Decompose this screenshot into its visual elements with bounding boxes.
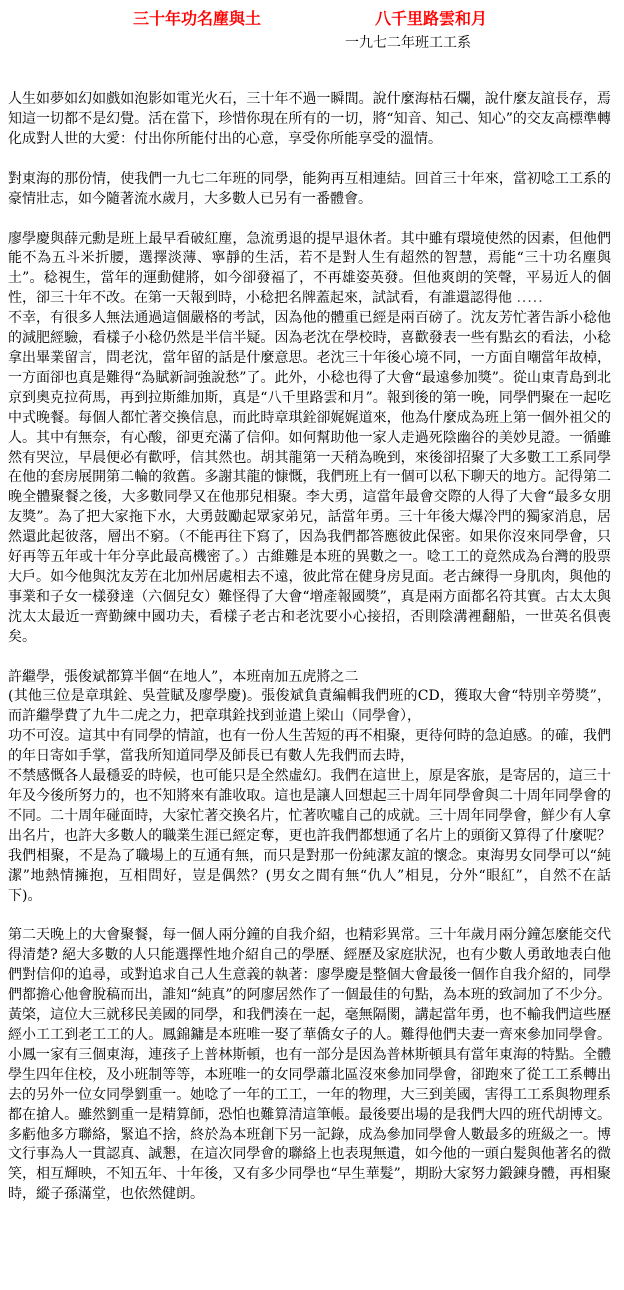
byline-row [8, 32, 611, 56]
byline: 一九七二年班工工系 [345, 35, 471, 51]
header-spacer [8, 56, 611, 90]
paragraph-early-retirees-text: 廖學慶與薛元勳是班上最早看破紅塵，急流勇退的提早退休者。其中雖有環境使然的因素，但他們能不為五斗米折腰，選擇淡薄、寧靜的生活，若不是對人生有超然的智慧，焉能“三十功名塵與土”。稔視生，當年的運動健將，如今卻發福了，不再雄姿英發。但他爽朗的笑聲，平易近人的個性，卻三十年不改。在第一天報到時，小稔把名牌蓋起來，試試看，有誰還認得他 [8, 230, 611, 307]
article [8, 6, 611, 1205]
title-row [8, 6, 611, 32]
ellipsis: ..... [516, 290, 544, 307]
paragraph-locals-line1: 許繼學，張俊斌都算半個“在地人”，本班南加五虎將之二 [8, 668, 359, 685]
paragraph-locals-line2: (其他三位是章琪銓、吳萱賦及廖學慶)。張俊斌負責編輯我們班的CD，獲取大會“特別辛勞獎”，而許繼學費了九牛二虎之力，把章琪銓找到並遣上梁山（同學會）， [8, 688, 611, 725]
paragraph-locals-line4: 不禁感慨各人最穩妥的時候，也可能只是全然虛幻。我們在這世上，原是客旅，是寄居的，這三十年及今後所努力的，也不知將來有誰收取。這也是讓人回想起三十周年同學會與二十周年同學會的不同。二十周年碰面時，大家忙著交換名片，忙著吹噓自己的成就。三十周年同學會，鮮少有人拿出名片，也許大多數人的職業生涯已經定奪，更也許我們都想通了名片上的頭銜又算得了什麼呢？我們相聚，不是為了職場上的互通有無，而只是對那一份純潔友誼的懷念。東海男女同學可以“純潔”地熱情擁抱，互相問好，豈是偶然？(男女之間有無“仇人”相見，分外“眼紅”，自然不在話下)。 [8, 768, 611, 904]
paragraph-locals-line3: 功不可沒。這其中有同學的情誼，也有一份人生苦短的再不相聚，更待何時的急迫感。的確，我們的年日寄如手掌，當我所知道同學及師長已有數人先我們而去時， [8, 728, 611, 765]
article-subtitle: 八千里路雲和月 [375, 9, 488, 28]
paragraph-early-retirees [8, 230, 611, 310]
paragraph-reunion-stories: 不幸，有很多人無法通過這個嚴格的考試，因為他的體重已經是兩百磅了。沈友芳忙著告訴小稔他的減肥經驗，看樣子小稔仍然是半信半疑。因為老沈在學校時，喜歡發表一些有點玄的看法，小稔拿出畢業留言，問老沈，當年留的話是什麼意思。老沈三十年後心境不同，一方面自嘲當年故棹，一方面卻也真是難得“為賦新詞強說愁”了。此外，小稔也得了大會“最遠參加獎”。從山東青島到北京到奧克拉荷馬，再到拉斯維加斯，真是“八千里路雲和月”。報到後的第一晚，同學們聚在一起吃中式晚餐。每個人都忙著交換信息，而此時章琪銓卻娓娓道來，他為什麼成為班上第一個外祖父的人。其中有無奈，有心酸，卻更充滿了信仰。如何幫助他一家人走過死陰幽谷的美妙見證。一循雖然有哭泣，早晨便必有歡呼，信其然也。胡其龍第一天稍為晚到，來後卻招聚了大多數工工系同學在他的套房展開第二輪的敘舊。多謝其龍的慷慨，我們班上有一個可以私下聊天的地方。記得第二晚全體聚餐之後，大多數同學又在他那兒相聚。李大勇，這當年最會交際的人得了大會“最多女朋友獎”。為了把大家拖下水，大勇鼓勵起眾家弟兄，話當年勇。三十年後大爆冷門的獨家消息，居然還此起彼落，層出不窮。（不能再往下寫了，因為我們都答應彼此保密。如果你沒來同學會，只好再等五年或十年分享此最高機密了。）古維難是本班的異數之一。唸工工的竟然成為台灣的股票大戶。如今他與沈友芳在北加州居處相去不遠，彼此常在健身房見面。老古練得一身肌肉，與他的事業和子女一樣發達（六個兒女）難怪得了大會“增產報國獎”，真是兩方面都名符其實。古太太與沈太太最近一齊勤練中國功夫，看樣子老古和老沈要小心接招，否則陰溝裡翻船，一世英名俱喪矣。 [8, 310, 611, 645]
article-title: 三十年功名塵與土 [133, 9, 262, 28]
paragraph-intro: 人生如夢如幻如戲如泡影如電光火石，三十年不過一瞬間。說什麼海枯石爛，說什麼友誼長存，焉知這一切都不是幻覺。活在當下，珍惜你現在所有的一切，將“知音、知己、知心”的交友高標準轉化成對人世的大愛：付出你所能付出的心意，享受你所能享受的溫情。 [8, 91, 611, 147]
paragraph-dinner: 第二天晚上的大會聚餐，每一個人兩分鐘的自我介紹，也精彩異常。三十年歲月兩分鐘怎麼能交代得清楚? 絕大多數的人只能選擇性地介紹自己的學歷、經歷及家庭狀況，也有少數人勇敢地表白他們對信仰的追尋，或對追求自己人生意義的執著：廖學慶是整個大會最後一個作自我介紹的，同學們都擔心他會脫稿而出，誰知“純真”的阿廖居然作了一個最佳的句點，為本班的致詞加了不少分。黃棨，這位大三就移民美國的同學，和我們湊在一起，毫無隔閡，講起當年勇，也不輸我們這些歷經小工工到老工工的人。鳳錦鏞是本班唯一娶了華僑女子的人。難得他們夫妻一齊來參加同學會。小鳳一家有三個東海，連孩子上普林斯頓，也有一部分是因為普林斯頓具有當年東海的特點。全體學生四年住校，及小班制等等，本班唯一的女同學蕭北區沒來參加同學會，卻跑來了從工工系轉出去的另外一位女同學劉重一。她唸了一年的工工，一年的物理，大三到美國，害得工工系與物理系都在搶人。雖然劉重一是精算師，恐怕也難算清這筆帳。最後要出場的是我們大四的班代胡博文。多虧他多方聯絡，緊追不捨，終於為本班創下另一記錄，成為參加同學會人數最多的班級之一。博文行事為人一貫認真、誠懇，在這次同學會的聯絡上也表現無遺，如今他的一頭白髮與他著名的微笑，相互輝映，不知五年、十年後，又有多少同學也“早生華髮”，期盼大家努力鍛鍊身體，再相聚時，縱子孫滿堂，也依然健朗。 [8, 927, 611, 1203]
paragraph-tunghai: 對東海的那份情，使我們一九七二年班的同學，能夠再互相連結。回首三十年來，當初唸工工系的豪情壯志，如今隨著流水歲月，大多數人已另有一番體會。 [8, 170, 611, 207]
